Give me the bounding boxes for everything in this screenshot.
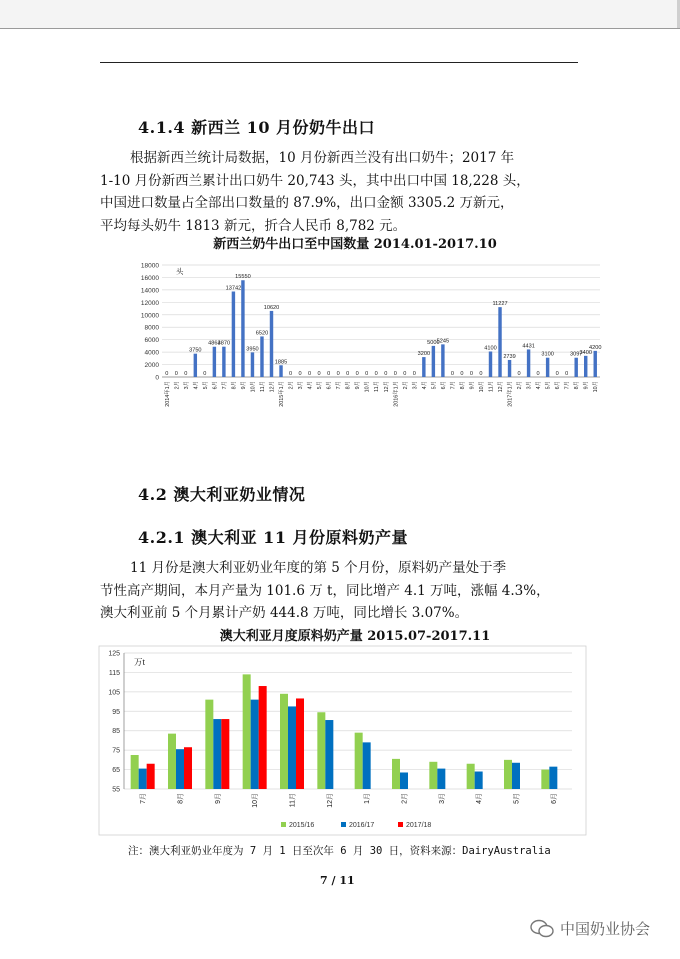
data-label: 0 (365, 371, 369, 377)
x-tick-label: 3月 (438, 793, 446, 804)
data-label: 0 (565, 371, 569, 377)
legend-label: 2016/17 (349, 822, 375, 829)
bar-2016-17 (512, 763, 520, 789)
data-label: 0 (479, 371, 483, 377)
y-axis-unit: 头 (176, 267, 184, 276)
data-label: 0 (517, 371, 521, 377)
au-milk-production-chart (98, 645, 588, 837)
bar (584, 356, 587, 377)
x-tick-label: 8月 (574, 381, 581, 390)
x-tick-label: 12月 (326, 793, 334, 808)
data-label: 0 (346, 371, 350, 377)
bar-2017-18 (221, 719, 229, 789)
data-label: 0 (336, 371, 340, 377)
au-chart-title: 澳大利亚月度原料奶产量 2015.07-2017.11 (219, 629, 491, 644)
bar-2016-17 (549, 767, 557, 789)
data-label: 0 (450, 371, 454, 377)
x-tick-label: 10月 (593, 381, 600, 393)
x-tick-label: 12月 (269, 381, 276, 393)
bar (222, 347, 225, 377)
bar-2016-17 (288, 706, 296, 789)
legend-swatch (341, 822, 346, 827)
data-label: 3400 (579, 349, 592, 356)
y-tick-label: 55 (112, 786, 120, 794)
data-label: 3950 (246, 346, 259, 353)
bar-2017-18 (184, 747, 192, 789)
x-tick-label: 10月 (478, 381, 485, 393)
x-tick-label: 8月 (177, 793, 185, 804)
bar (213, 347, 216, 377)
bar (489, 351, 492, 377)
data-label: 0 (174, 371, 178, 377)
data-label: 0 (298, 371, 302, 377)
data-label: 3750 (189, 347, 202, 354)
data-label: 4870 (217, 340, 231, 347)
bar-2016-17 (437, 769, 445, 789)
x-tick-label: 7月 (140, 793, 148, 804)
x-tick-label: 9月 (583, 381, 590, 390)
data-label: 3100 (541, 351, 554, 358)
data-label: 1885 (274, 359, 288, 366)
x-tick-label: 7月 (221, 381, 228, 390)
bar-2016-17 (363, 742, 371, 789)
x-tick-label: 8月 (345, 381, 352, 390)
bar-2017-18 (296, 698, 304, 789)
bar (527, 349, 530, 377)
x-tick-label: 3月 (298, 381, 305, 390)
y-tick-label: 16000 (140, 274, 159, 282)
paragraph-line: 根据新西兰统计局数据，10 月份新西兰没有出口奶牛；2017 年 (130, 150, 515, 166)
bar-2015-16 (205, 700, 213, 789)
paragraph-line: 中国进口数量占全部出口数量的 87.9%，出口金额 3305.2 万新元， (100, 195, 514, 211)
window-top-border (0, 0, 680, 29)
page-number: 7 / 11 (320, 874, 355, 887)
x-tick-label: 11月 (488, 381, 495, 392)
bar-2015-16 (504, 760, 512, 789)
wechat-icon (530, 918, 556, 940)
data-label: 0 (460, 371, 464, 377)
legend-label: 2017/18 (406, 822, 432, 829)
x-tick-label: 5月 (513, 793, 521, 804)
x-tick-label: 10月 (250, 381, 257, 393)
x-tick-label: 2017年1月 (507, 381, 514, 407)
bar (232, 291, 235, 377)
bar-2015-16 (355, 733, 363, 789)
section-4-2-heading: 4.2 澳大利亚奶业情况 (138, 485, 306, 504)
y-tick-label: 8000 (144, 324, 159, 332)
bar (270, 311, 273, 377)
bar-2016-17 (325, 720, 333, 789)
data-label: 0 (308, 371, 312, 377)
x-tick-label: 5月 (431, 381, 438, 390)
nz-cattle-export-chart (130, 255, 610, 450)
y-tick-label: 14000 (140, 287, 159, 295)
x-tick-label: 11月 (259, 381, 266, 392)
bar (574, 358, 577, 377)
watermark-text: 中国奶业协会 (560, 920, 651, 938)
y-axis-unit: 万t (134, 657, 145, 667)
x-tick-label: 3月 (526, 381, 533, 390)
y-tick-label: 18000 (140, 262, 159, 270)
data-label: 4863 (208, 340, 221, 347)
x-tick-label: 6月 (440, 381, 447, 390)
bar-2016-17 (251, 700, 259, 789)
legend-swatch (398, 822, 403, 827)
y-tick-label: 75 (112, 747, 120, 755)
bar (441, 344, 444, 377)
bar-2016-17 (400, 772, 408, 789)
bar (594, 351, 597, 377)
y-tick-label: 2000 (144, 362, 159, 370)
bar-2016-17 (475, 772, 483, 789)
x-tick-label: 7月 (336, 381, 343, 390)
data-label: 0 (536, 371, 540, 377)
data-label: 10620 (263, 304, 280, 311)
legend-swatch (281, 822, 286, 827)
bar-2015-16 (541, 770, 549, 789)
x-tick-label: 4月 (421, 381, 428, 390)
footnote: 注：澳大利亚奶业年度为 7 月 1 日至次年 6 月 30 日，资料来源：DairyAustralia (128, 845, 551, 857)
x-tick-label: 4月 (536, 381, 543, 390)
bar (508, 360, 511, 377)
data-label: 0 (203, 371, 207, 377)
y-tick-label: 0 (155, 374, 159, 382)
y-tick-label: 95 (112, 708, 120, 716)
data-label: 0 (165, 371, 169, 377)
x-tick-label: 2016年1月 (393, 381, 400, 407)
data-label: 0 (288, 371, 293, 377)
data-label: 0 (327, 371, 331, 377)
y-tick-label: 125 (108, 650, 120, 658)
bar-2015-16 (317, 712, 325, 789)
paragraph-line: 平均每头奶牛 1813 新元，折合人民币 8,782 元。 (100, 217, 407, 234)
data-label: 4100 (484, 345, 497, 352)
x-tick-label: 6月 (550, 793, 558, 804)
paragraph-line: 节性高产期间，本月产量为 101.6 万 t，同比增产 4.1 万吨，涨幅 4.3%， (100, 582, 550, 599)
bar-2016-17 (139, 769, 147, 789)
data-label: 0 (384, 371, 388, 377)
data-label: 0 (393, 371, 397, 377)
x-tick-label: 8月 (231, 381, 238, 390)
bar (422, 357, 425, 377)
y-tick-label: 105 (108, 689, 120, 697)
bar (194, 354, 197, 377)
x-tick-label: 3月 (183, 381, 190, 390)
y-tick-label: 65 (112, 767, 120, 775)
data-label: 0 (555, 371, 559, 377)
bar-2015-16 (243, 674, 251, 789)
data-label: 6520 (255, 330, 269, 337)
bar (251, 352, 254, 377)
bar (498, 307, 501, 377)
x-tick-label: 7月 (450, 381, 457, 390)
y-tick-label: 10000 (140, 312, 159, 320)
x-tick-label: 2014年1月 (164, 381, 171, 407)
x-tick-label: 9月 (469, 381, 476, 390)
x-tick-label: 10月 (252, 793, 260, 808)
data-label: 0 (317, 371, 321, 377)
x-tick-label: 5月 (317, 381, 324, 390)
data-label: 11227 (492, 301, 508, 308)
nz-chart-title: 新西兰奶牛出口至中国数量 2014.01-2017.10 (213, 237, 497, 252)
page-header-rule (100, 62, 578, 63)
x-tick-label: 4月 (476, 793, 484, 804)
x-tick-label: 5月 (545, 381, 552, 390)
data-label: 3097 (569, 351, 583, 358)
x-tick-label: 12月 (383, 381, 390, 393)
x-tick-label: 7月 (564, 381, 571, 390)
bar (546, 358, 549, 377)
y-tick-label: 115 (108, 669, 120, 677)
x-tick-label: 2月 (517, 381, 524, 390)
bar (432, 346, 435, 377)
y-tick-label: 6000 (144, 337, 159, 345)
x-tick-label: 2月 (401, 793, 409, 804)
y-tick-label: 4000 (144, 349, 159, 357)
paragraph-line: 11 月份是澳大利亚奶业年度的第 5 个月份，原料奶产量处于季 (130, 560, 507, 576)
x-tick-label: 12月 (498, 381, 505, 393)
x-tick-label: 2015年1月 (279, 381, 286, 407)
data-label: 5000 (427, 339, 440, 346)
x-tick-label: 9月 (240, 381, 247, 390)
x-tick-label: 4月 (307, 381, 314, 390)
x-tick-label: 8月 (459, 381, 466, 390)
bar-2015-16 (392, 759, 400, 789)
bar-2017-18 (147, 764, 155, 789)
data-label: 4200 (589, 344, 602, 351)
bar-2016-17 (176, 749, 184, 789)
legend-label: 2015/16 (289, 822, 315, 829)
bar-2015-16 (467, 764, 475, 789)
bar (241, 280, 244, 377)
bar-2015-16 (429, 762, 437, 789)
x-tick-label: 11月 (289, 793, 297, 808)
data-label: 0 (374, 371, 378, 377)
bar-2015-16 (168, 734, 176, 789)
data-label: 0 (403, 371, 407, 377)
section-4-1-4-heading: 4.1.4 新西兰 10 月份奶牛出口 (138, 118, 376, 137)
data-label: 3200 (417, 351, 431, 358)
section-4-2-1-heading: 4.2.1 澳大利亚 11 月份原料奶产量 (138, 528, 409, 547)
data-label: 0 (412, 371, 416, 377)
data-label: 0 (469, 371, 474, 377)
x-tick-label: 10月 (364, 381, 371, 393)
data-label: 15550 (235, 274, 251, 281)
data-label: 5245 (436, 338, 450, 345)
x-tick-label: 9月 (214, 793, 222, 804)
y-tick-label: 12000 (140, 299, 159, 307)
paragraph-line: 澳大利亚前 5 个月累计产奶 444.8 万吨，同比增长 3.07%。 (100, 605, 469, 621)
data-label: 0 (355, 371, 359, 377)
data-label: 0 (184, 371, 188, 377)
bar-2015-16 (131, 755, 139, 789)
paragraph-line: 1-10 月份新西兰累计出口奶牛 20,743 头，其中出口中国 18,228 头， (100, 172, 530, 189)
x-tick-label: 4月 (193, 381, 200, 390)
x-tick-label: 1月 (364, 793, 372, 804)
bar-2015-16 (280, 694, 288, 789)
section-4-1-4-paragraph (100, 147, 540, 237)
x-tick-label: 2月 (174, 381, 181, 390)
data-label: 4431 (522, 343, 535, 350)
x-tick-label: 2月 (402, 381, 409, 390)
x-tick-label: 6月 (326, 381, 333, 390)
x-tick-label: 11月 (374, 381, 381, 392)
data-label: 13742 (225, 285, 242, 292)
y-tick-label: 85 (112, 728, 120, 736)
section-4-2-1-paragraph (100, 557, 550, 625)
bar-2017-18 (259, 686, 267, 789)
x-tick-label: 5月 (202, 381, 209, 390)
bar (260, 336, 263, 377)
x-tick-label: 9月 (355, 381, 362, 390)
x-tick-label: 6月 (212, 381, 219, 390)
bar (279, 365, 282, 377)
x-tick-label: 2月 (288, 381, 295, 390)
data-label: 2739 (503, 353, 516, 360)
x-tick-label: 3月 (412, 381, 419, 390)
x-tick-label: 6月 (555, 381, 562, 390)
bar-2016-17 (213, 719, 221, 789)
